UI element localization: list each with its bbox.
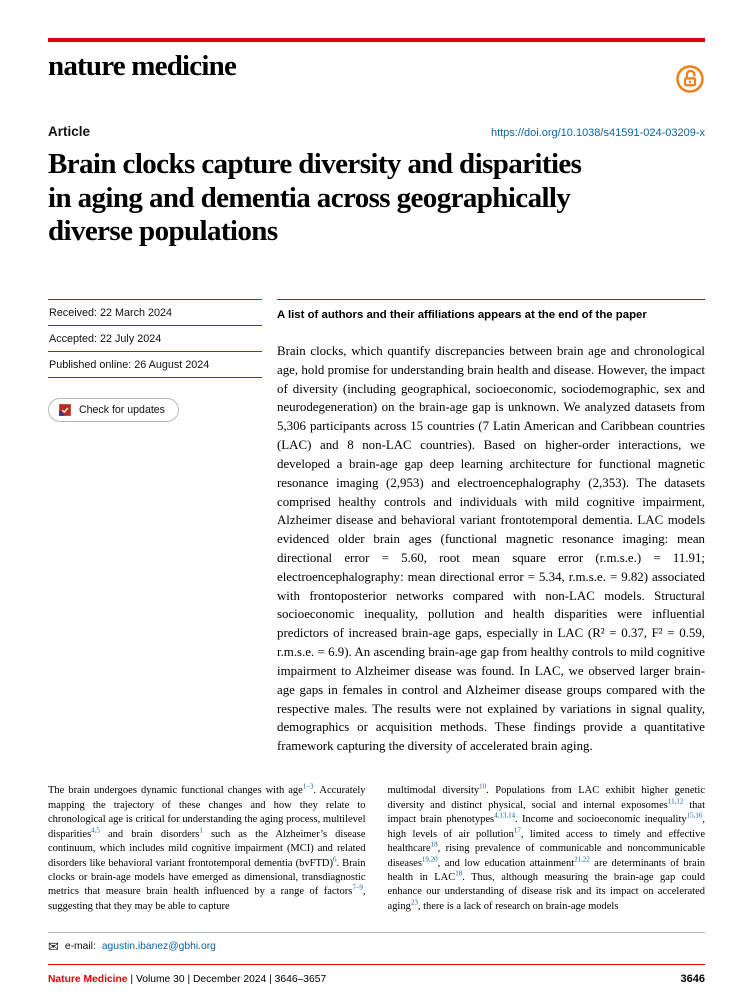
article-header-row — [48, 124, 705, 139]
footer-issue-info: | Volume 30 | December 2024 | 3646–3657 — [127, 974, 327, 985]
body-text-section — [48, 784, 705, 914]
published-date: Published online: 26 August 2024 — [48, 351, 262, 378]
page-footer-block — [48, 932, 705, 1000]
email-link[interactable]: agustin.ibanez@gbhi.org — [101, 941, 216, 952]
crossmark-icon — [58, 403, 72, 417]
article-type-label: Article — [48, 124, 91, 139]
check-for-updates-label: Check for updates — [79, 403, 165, 416]
body-column-right: multimodal diversity$^{10}$. Populations from LAC exhibit higher genetic diversity and distinct physical, social and internal exposomes$^{11,12}$ that impact brain phenotypes$^{4,13,14}$. Income and socioeconomic inequality$^{15,16}$, high levels of air pollution$^{17}$, limited access to timely and effective healthcare$^{18}$, rising prevalence of communicable and noncommunicable diseases$^{19,20}$, and low education attainment$^{21,22}$ are determinants of brain health in LAC$^{18}$. Thus, although measuring the brain-age gap could enhance our understanding of disease risk and its impact on accelerated aging$^{23}$, there is a lack of research on brain-age models — [387, 782, 706, 912]
title-line-3: diverse populations — [48, 215, 278, 248]
footer-page-number: 3646 — [680, 973, 705, 985]
abstract-text: Brain clocks, which quantify discrepancies between brain age and chronological age, hold promise for understanding brain health and disease. However, the impact of diversity (including geographical, socioeconomic, sociodemographic, sex and neurodegeneration) on the brain-age gap is unknown. We analyzed datasets from 5,306 participants across 15 countries (7 Latin American and Caribbean countries (LAC) and 8 non-LAC countries). Based on higher-order interactions, we developed a brain-age gap deep learning architecture for functional magnetic resonance imaging (2,953) and electroencephalography (2,353). The datasets comprised healthy controls and individuals with mild cognitive impairment, Alzheimer disease and behavioral variant frontotemporal dementia. LAC models evidenced older brain ages (functional magnetic resonance imaging: mean directional error = 5.60, root mean square error (r.m.s.e.) = 11.91; electroencephalography: mean directional error = 5.34, r.m.s.e. = 9.82) associated with frontoposterior networks compared with non-LAC models. Structural socioeconomic inequality, pollution and health disparities were influential predictors of increased brain-age gaps, especially in LAC (R² = 0.37, F² = 0.59, r.m.s.e. = 6.9). An ascending brain-age gap from healthy controls to mild cognitive impairment to Alzheimer disease was found. In LAC, we observed larger brain-age gaps in females in control and Alzheimer disease groups compared with the respective males. The results were not explained by variations in signal quality, demographics or acquisition methods. These findings provide a quantitative framework capturing the diversity of accelerated brain aging. — [277, 343, 705, 754]
email-label: e-mail: — [64, 941, 96, 952]
footer-row — [48, 965, 705, 1000]
title-line-1: Brain clocks capture diversity and disparities — [48, 148, 582, 180]
journal-logo: nature medicine — [48, 50, 237, 82]
meta-abstract-section — [48, 299, 705, 756]
body-column-left: The brain undergoes dynamic functional changes with age$^{1-3}$. Accurately mapping the trajectory of these changes and how they relate to chronological age is critical for understanding the aging process, multilevel disparities$^{4,5}$ and brain disorders$^1$ such as the Alzheimer’s disease continuum, which includes mild cognitive impairment (MCI) and related disorders like behavioral variant frontotemporal dementia (bvFTD)$^6$. Brain clocks or brain-age models have emerged as dimensional, transdiagnostic metrics that measure brain health influenced by a range of factors$^{7-9}$, suggesting that they may be able to capture — [48, 782, 366, 912]
envelope-icon: ✉ — [48, 939, 59, 954]
abstract-column — [277, 299, 705, 756]
received-date: Received: 22 March 2024 — [48, 299, 262, 325]
brand-rule — [48, 38, 705, 42]
email-row — [48, 932, 705, 964]
article-history-column — [48, 299, 262, 756]
footer-citation — [48, 974, 326, 985]
footer-journal-name: Nature Medicine — [48, 974, 128, 985]
check-for-updates-button[interactable] — [48, 398, 179, 422]
masthead — [48, 51, 705, 94]
doi-link[interactable]: https://doi.org/10.1038/s41591-024-03209-x — [490, 127, 705, 139]
title-line-2: in aging and dementia across geographically — [48, 181, 571, 214]
authors-note: A list of authors and their affiliations appears at the end of the paper — [277, 299, 705, 321]
open-access-icon — [675, 64, 705, 94]
accepted-date: Accepted: 22 July 2024 — [48, 325, 262, 351]
page-title — [48, 148, 705, 249]
